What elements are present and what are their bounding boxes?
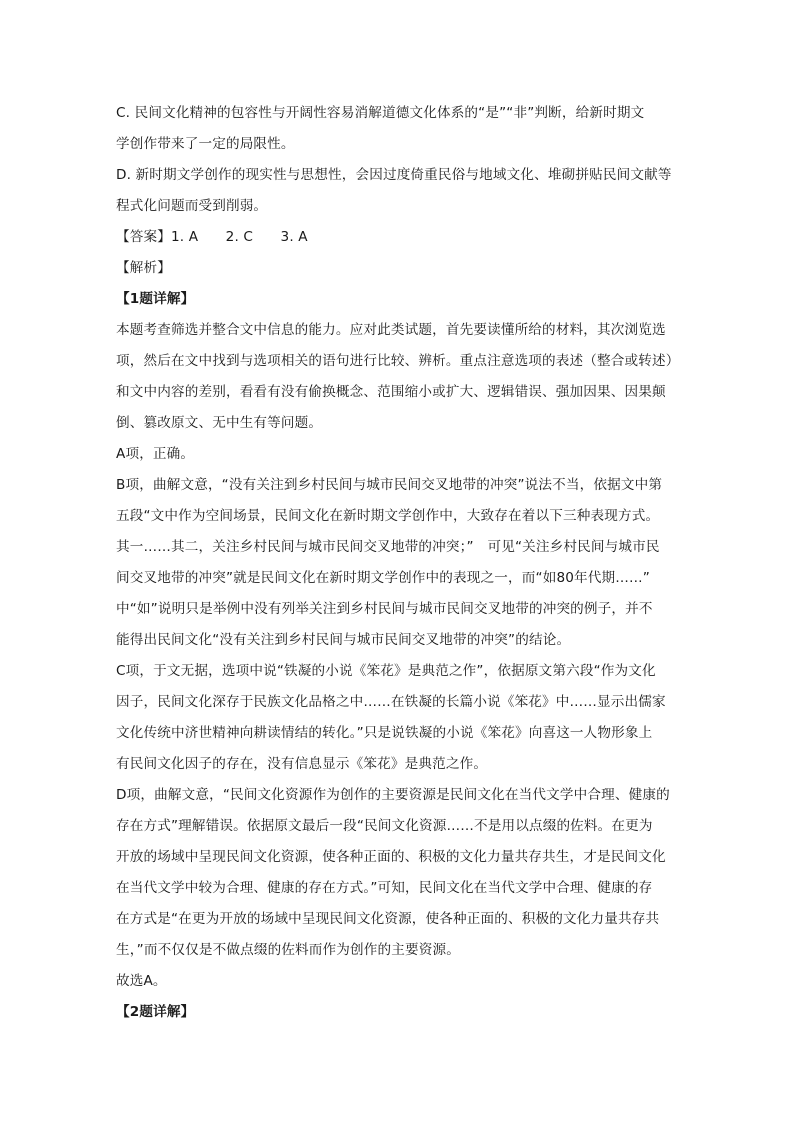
option-d-line-1: D. 新时期文学创作的现实性与思想性，会因过度倚重民俗与地域文化、堆砌拼贴民间文献等: [116, 167, 672, 183]
item-c-line: 有民间文化因子的存在，没有信息显示《笨花》是典范之作。: [116, 756, 488, 772]
item-d-line: 开放的场域中呈现民间文化资源，使各种正面的、积极的文化力量共存共生，才是民间文化: [116, 849, 666, 865]
item-b-line: 间交叉地带的冲突”就是民间文化在新时期文学创作中的表现之一，而“如80年代期……”: [116, 570, 650, 586]
item-b-line: 能得出民间文化“没有关注到乡村民间与城市民间交叉地带的冲突”的结论。: [116, 632, 571, 648]
paragraph-line: 和文中内容的差别，看看有没有偷换概念、范围缩小或扩大、逻辑错误、强加因果、因果颠: [116, 384, 666, 400]
item-d-line: D项，曲解文意，“民间文化资源作为创作的主要资源是民间文化在当代文学中合理、健康的: [116, 787, 670, 803]
item-d-line: 在当代文学中较为合理、健康的存在方式。”可知，民间文化在当代文学中合理、健康的存: [116, 880, 653, 896]
item-d-line: 生，”而不仅仅是不做点缀的佐料而作为创作的主要资源。: [116, 942, 460, 958]
paragraph-line: 项，然后在文中找到与选项相关的语句进行比较、辨析。重点注意选项的表述（整合或转述）: [116, 353, 680, 369]
item-b-line: 五段“文中作为空间场景，民间文化在新时期文学创作中，大致存在着以下三种表现方式。: [116, 508, 660, 524]
item-d-line: 存在方式”理解错误。依据原文最后一段“民间文化资源……不是用以点缀的佐料。在更为: [116, 818, 653, 834]
item-c-line: C项，于文无据，选项中说“铁凝的小说《笨花》是典范之作”，依据原文第六段“作为文化: [116, 663, 656, 679]
item-d-line: 在方式是“在更为开放的场域中呈现民间文化资源，使各种正面的、积极的文化力量共存共: [116, 911, 660, 927]
q1-detail-heading: 【1题详解】: [116, 291, 195, 307]
option-c-line-2: 学创作带来了一定的局限性。: [116, 136, 295, 152]
item-c-line: 因子，民间文化深存于民族文化品格之中……在铁凝的长篇小说《笨花》中……显示出儒家: [116, 694, 666, 710]
item-b-line: 中“如”说明只是举例中没有列举关注到乡村民间与城市民间交叉地带的冲突的例子，并不: [116, 601, 653, 617]
item-a-line: A项，正确。: [116, 446, 195, 462]
item-b-line: 其一……其二，关注乡村民间与城市民间交叉地带的冲突；” 可见“关注乡村民间与城市民: [116, 539, 660, 555]
paragraph-line: 倒、篡改原文、无中生有等问题。: [116, 415, 323, 431]
item-c-line: 文化传统中济世精神向耕读情结的转化。”只是说铁凝的小说《笨花》向喜这一人物形象上: [116, 725, 653, 741]
option-d-line-2: 程式化问题而受到削弱。: [116, 198, 268, 214]
option-c-line-1: C. 民间文化精神的包容性与开阔性容易消解道德文化体系的“是”“非”判断，给新时期文: [116, 105, 645, 121]
answer-line: 【答案】1. A 2. C 3. A: [116, 229, 308, 245]
analysis-heading: 【解析】: [116, 260, 171, 276]
conclusion-line: 故选A。: [116, 973, 167, 989]
q2-detail-heading: 【2题详解】: [116, 1004, 195, 1020]
item-b-line: B项，曲解文意，“没有关注到乡村民间与城市民间交叉地带的冲突”说法不当，依据文中第: [116, 477, 663, 493]
paragraph-line: 本题考查筛选并整合文中信息的能力。应对此类试题，首先要读懂所给的材料，其次浏览选: [116, 322, 666, 338]
